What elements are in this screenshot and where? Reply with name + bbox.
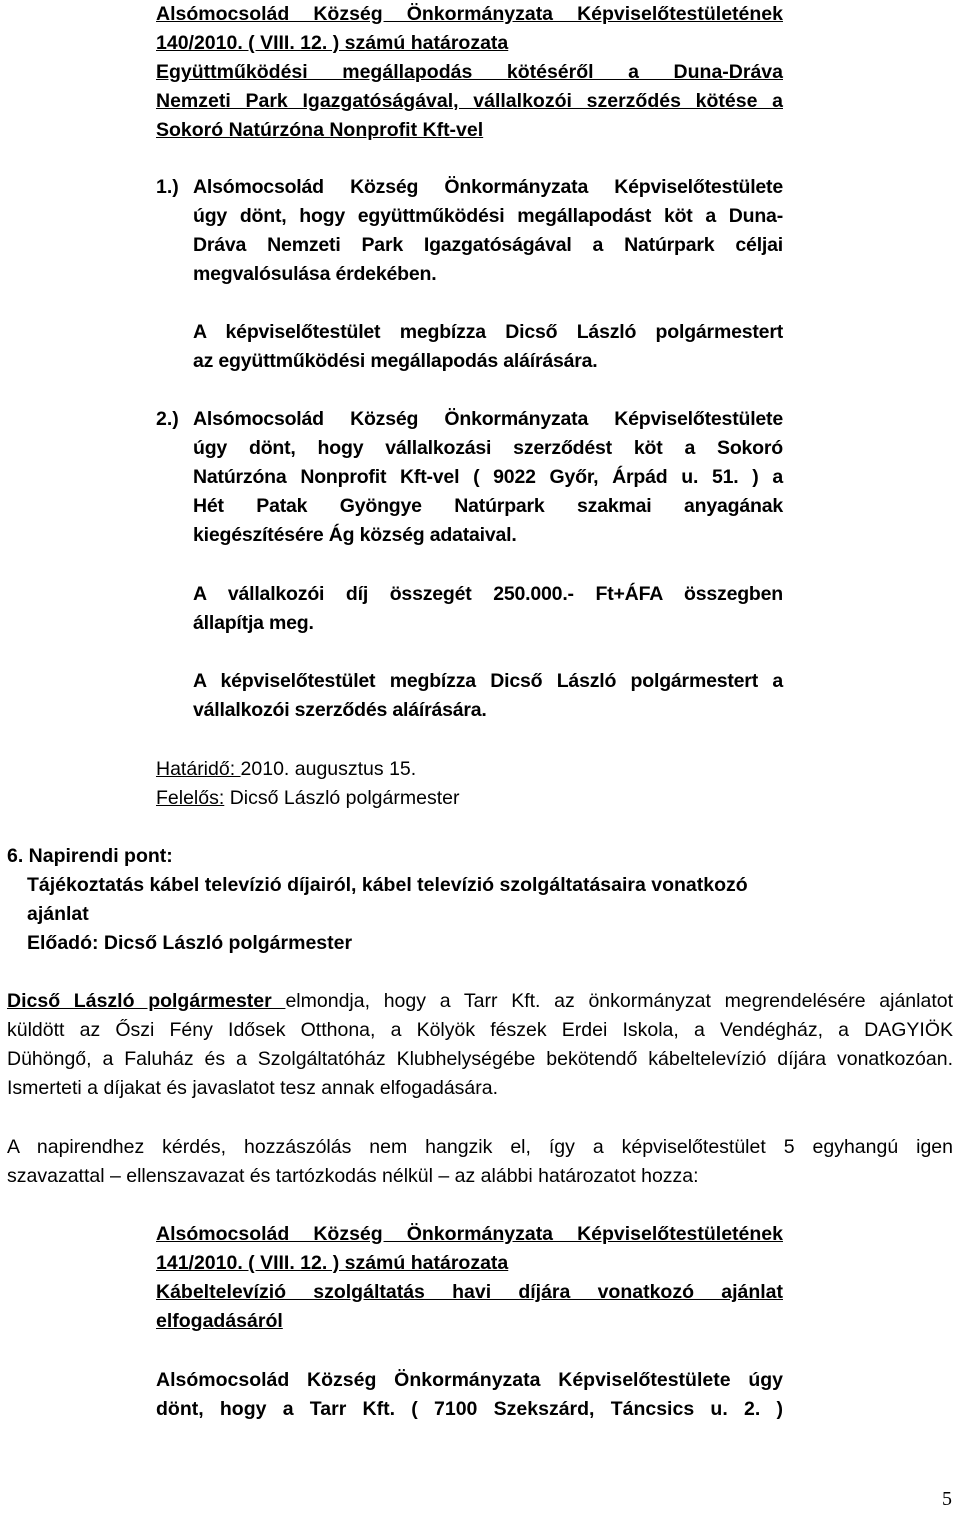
agenda-6-heading: 6. Napirendi pont: <box>7 845 173 867</box>
item-1-number: 1.) <box>156 176 179 198</box>
deadline-line <box>156 755 783 784</box>
narrative-line: küldött az Őszi Fény Idősek Otthona, a Kölyök fészek Erdei Iskola, a Vendégház, a DAGYIÖK <box>7 1019 953 1041</box>
agenda-title-line: Tájékoztatás kábel televízió díjairól, kábel televízió szolgáltatásaira vonatkozó <box>27 874 748 896</box>
resolution-141-heading <box>156 1220 783 1336</box>
heading-line: Kábeltelevízió szolgáltatás havi díjára vonatkozó ajánlat <box>156 1281 783 1303</box>
speaker-name: Dicső László polgármester <box>7 990 286 1012</box>
item-line: Alsómocsolád Község Önkormányzata Képviselőtestülete <box>193 408 783 430</box>
fee-line: állapítja meg. <box>193 612 314 634</box>
heading-line: Alsómocsolád Község Önkormányzata Képviselőtestületének <box>156 1223 783 1245</box>
fee-line: A vállalkozói díj összegét 250.000.- Ft+ÁFA összegben <box>193 583 783 605</box>
vote-line: szavazattal – ellenszavazat és tartózkodás nélkül – az alábbi határozatot hozza: <box>7 1165 699 1187</box>
item-2-number: 2.) <box>156 408 179 430</box>
resolution-141-body <box>156 1366 783 1424</box>
item-line: Alsómocsolád Község Önkormányzata Képviselőtestülete <box>193 176 783 198</box>
body-line: Alsómocsolád Község Önkormányzata Képviselőtestülete úgy <box>156 1369 783 1391</box>
body-line: dönt, hogy a Tarr Kft. ( 7100 Szekszárd, Táncsics u. 2. ) <box>156 1398 783 1420</box>
heading-line: elfogadásáról <box>156 1310 283 1332</box>
responsible-value: Dicső László polgármester <box>224 787 460 809</box>
heading-line: 140/2010. ( VIII. 12. ) számú határozata <box>156 32 509 54</box>
deadline-row <box>156 755 783 813</box>
narrative-line: Dühöngő, a Faluház és a Szolgáltatóház Klubhelységébe bekötendő kábeltelevízió díjára vonatkozóan. <box>7 1048 953 1070</box>
heading-line: Nemzeti Park Igazgatóságával, vállalkozói szerződés kötése a <box>156 90 783 112</box>
item-line: úgy dönt, hogy együttműködési megállapodást köt a Duna- <box>193 205 783 227</box>
narrative-line <box>7 987 953 1016</box>
responsible-line <box>156 784 783 813</box>
mandate-line: az együttműködési megállapodás aláírására. <box>193 350 598 372</box>
item-2-mandate <box>193 667 783 725</box>
item-line: kiegészítésére Ág község adataival. <box>193 524 517 546</box>
mandate-line: A képviselőtestület megbízza Dicső László polgármestert <box>193 321 783 343</box>
resolution-140-heading <box>156 0 783 145</box>
mandate-line: A képviselőtestület megbízza Dicső László polgármestert a <box>193 670 783 692</box>
agenda-title-line: ajánlat <box>27 903 89 925</box>
item-line: Dráva Nemzeti Park Igazgatóságával a Natúrpark céljai <box>193 234 783 256</box>
item-line: megvalósulása érdekében. <box>193 263 437 285</box>
item-2-fee <box>193 580 783 638</box>
deadline-label: Határidő: <box>156 758 241 780</box>
narrative-paragraph <box>7 987 953 1103</box>
agenda-6-title <box>27 871 927 958</box>
page-number: 5 <box>942 1488 952 1510</box>
agenda-presenter: Előadó: Dicső László polgármester <box>27 932 353 954</box>
heading-line: 141/2010. ( VIII. 12. ) számú határozata <box>156 1252 509 1274</box>
item-line: úgy dönt, hogy vállalkozási szerződést köt a Sokoró <box>193 437 783 459</box>
item-line: Natúrzóna Nonprofit Kft-vel ( 9022 Győr, Árpád u. 51. ) a <box>193 466 783 488</box>
item-1-mandate <box>193 318 783 376</box>
deadline-value: 2010. augusztus 15. <box>240 758 417 780</box>
vote-line: A napirendhez kérdés, hozzászólás nem hangzik el, így a képviselőtestület 5 egyhangú igen <box>7 1136 953 1158</box>
heading-line: Együttműködési megállapodás kötéséről a Duna-Dráva <box>156 61 783 83</box>
heading-line: Alsómocsolád Község Önkormányzata Képviselőtestületének <box>156 3 783 25</box>
responsible-label: Felelős: <box>156 787 225 809</box>
narrative-line: Ismerteti a díjakat és javaslatot tesz annak elfogadására. <box>7 1077 499 1099</box>
item-line: Hét Patak Gyöngye Natúrpark szakmai anyagának <box>193 495 783 517</box>
narrative-text: elmondja, hogy a Tarr Kft. az önkormányzat megrendelésére ajánlatot <box>285 990 953 1012</box>
mandate-line: vállalkozói szerződés aláírására. <box>193 699 487 721</box>
item-1-text <box>193 173 783 289</box>
heading-line: Sokoró Natúrzóna Nonprofit Kft-vel <box>156 119 484 141</box>
vote-paragraph <box>7 1133 953 1191</box>
item-2-text <box>193 405 783 550</box>
